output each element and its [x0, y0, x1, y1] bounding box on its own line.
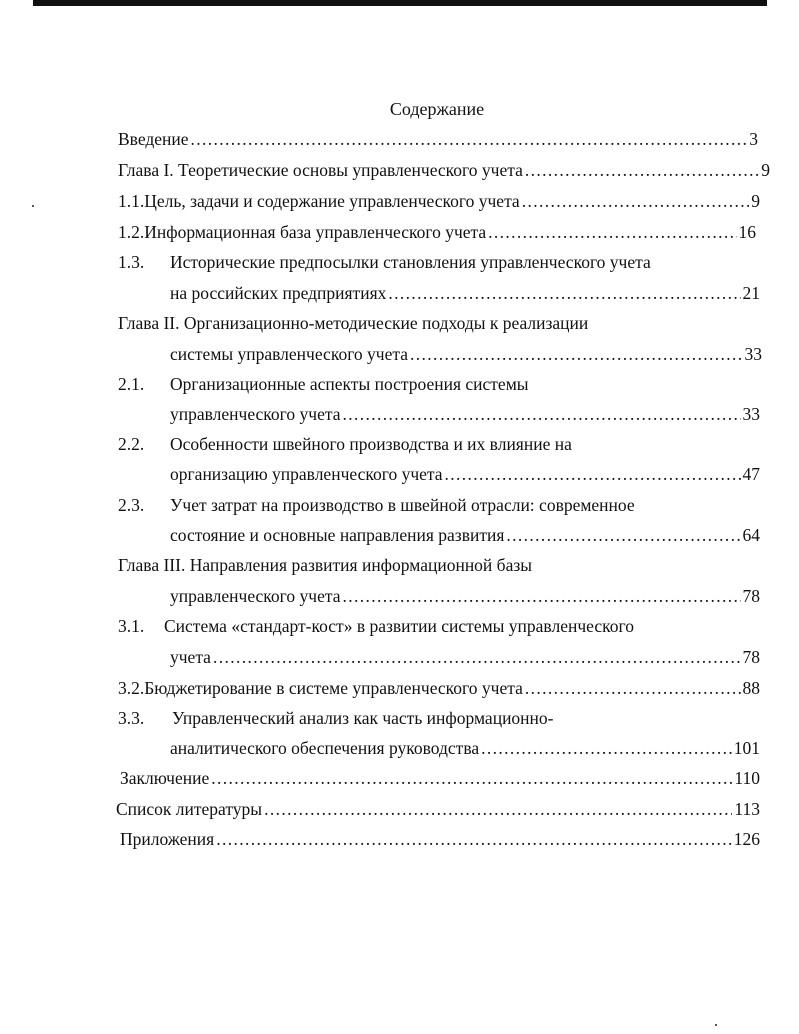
toc-entry-section-2-3[interactable]	[118, 493, 635, 517]
toc-section-number: 1.3.	[118, 252, 145, 272]
toc-label: Глава III. Направления развития информационной базы	[118, 555, 533, 575]
toc-page-number: 21	[742, 283, 760, 303]
dot-leader	[342, 584, 740, 608]
toc-label: Учет затрат на производство в швейной отрасли: современное	[170, 495, 635, 515]
toc-label: Цель, задачи и содержание управленческого учета	[144, 191, 520, 211]
dot-leader	[216, 827, 732, 851]
top-border	[33, 0, 767, 6]
toc-entry-chapter-3[interactable]	[118, 553, 532, 577]
toc-entry-section-1-3[interactable]	[118, 250, 651, 274]
toc-page-number: 64	[742, 525, 760, 545]
dot-leader	[445, 462, 741, 486]
dot-leader	[481, 736, 732, 760]
toc-entry-section-3-2[interactable]	[118, 676, 760, 700]
dot-leader	[522, 189, 750, 213]
dot-leader	[410, 342, 742, 366]
scan-speck	[32, 205, 34, 207]
toc-label: управленческого учета	[170, 404, 341, 424]
toc-section-number: 1.1.	[118, 191, 145, 211]
dot-leader	[506, 523, 740, 547]
toc-section-number: 3.2.	[118, 678, 145, 698]
toc-page-number: 78	[742, 586, 760, 606]
toc-label: Бюджетирование в системе управленческого учета	[144, 678, 523, 698]
toc-entry-section-2-1-cont[interactable]	[170, 402, 760, 426]
toc-section-number: 3.3.	[118, 708, 145, 728]
toc-page-number: 113	[734, 799, 760, 819]
scan-speck	[715, 1024, 717, 1026]
toc-entry-chapter-2-cont[interactable]	[170, 342, 762, 366]
toc-page-number: 110	[734, 768, 760, 788]
toc-page-number: 126	[733, 829, 760, 849]
dot-leader	[211, 766, 732, 790]
toc-entry-chapter-3-cont[interactable]	[170, 584, 760, 608]
toc-page-number: 9	[761, 160, 770, 180]
toc-entry-section-1-2[interactable]	[118, 220, 756, 244]
toc-entry-section-3-3[interactable]	[118, 706, 554, 730]
dot-leader	[264, 797, 732, 821]
toc-label: Список литературы	[116, 799, 263, 819]
page-title: Содержание	[389, 99, 485, 119]
dot-leader	[213, 645, 741, 669]
toc-label: управленческого учета	[170, 586, 341, 606]
toc-label: Управленческий анализ как часть информационно-	[172, 708, 554, 728]
toc-entry-section-2-3-cont[interactable]	[170, 523, 760, 547]
toc-entry-references[interactable]	[116, 797, 760, 821]
toc-entry-chapter-2[interactable]	[118, 311, 588, 335]
toc-label: Информационная база управленческого учета	[144, 222, 487, 242]
toc-label: Глава I. Теоретические основы управленческого учета	[118, 160, 523, 180]
toc-page-number: 9	[751, 191, 760, 211]
toc-page-number: 101	[733, 738, 760, 758]
toc-page-number: 16	[738, 222, 756, 242]
toc-label: Заключение	[120, 768, 210, 788]
toc-page-number: 88	[742, 678, 760, 698]
toc-page-number: 78	[742, 647, 760, 667]
toc-entry-section-3-1[interactable]	[118, 614, 634, 638]
toc-section-number: 2.2.	[118, 434, 145, 454]
toc-label: Исторические предпосылки становления управленческого учета	[170, 252, 651, 272]
toc-section-number: 3.1.	[118, 616, 145, 636]
toc-entry-section-2-1[interactable]	[118, 372, 529, 396]
toc-label: состояние и основные направления развития	[170, 525, 505, 545]
toc-label: на российских предприятиях	[170, 283, 387, 303]
toc-entry-section-1-1[interactable]	[118, 189, 760, 213]
toc-label: системы управленческого учета	[170, 344, 409, 364]
toc-entry-section-2-2-cont[interactable]	[170, 462, 760, 486]
dot-leader	[488, 220, 736, 244]
toc-section-number: 1.2.	[118, 222, 145, 242]
dot-leader	[342, 402, 740, 426]
dot-leader	[525, 158, 759, 182]
toc-entry-section-1-3-cont[interactable]	[170, 281, 760, 305]
toc-entry-chapter-1[interactable]	[118, 158, 770, 182]
dot-leader	[191, 127, 748, 151]
toc-entry-intro[interactable]	[118, 127, 758, 151]
toc-label: Введение	[118, 129, 189, 149]
toc-label: Организационные аспекты построения системы	[170, 374, 529, 394]
toc-label: учета	[170, 647, 211, 667]
toc-label: Приложения	[120, 829, 215, 849]
toc-page-number: 47	[742, 464, 760, 484]
toc-entry-conclusion[interactable]	[120, 766, 760, 790]
toc-page-number: 33	[742, 404, 760, 424]
toc-entry-section-2-2[interactable]	[118, 432, 572, 456]
toc-section-number: 2.3.	[118, 495, 145, 515]
toc-label: аналитического обеспечения руководства	[170, 738, 480, 758]
dot-leader	[388, 281, 740, 305]
dot-leader	[525, 676, 741, 700]
toc-label: Система «стандарт-кост» в развитии системы управленческого	[164, 616, 634, 636]
toc-entry-section-3-3-cont[interactable]	[170, 736, 760, 760]
toc-entry-appendix[interactable]	[120, 827, 760, 851]
toc-page-number: 33	[744, 344, 762, 364]
toc-label: Особенности швейного производства и их влияние на	[170, 434, 572, 454]
toc-label: Глава II. Организационно-методические подходы к реализации	[118, 313, 589, 333]
toc-label: организацию управленческого учета	[170, 464, 443, 484]
toc-entry-section-3-1-cont[interactable]	[170, 645, 760, 669]
toc-section-number: 2.1.	[118, 374, 145, 394]
toc-page-number: 3	[749, 129, 758, 149]
